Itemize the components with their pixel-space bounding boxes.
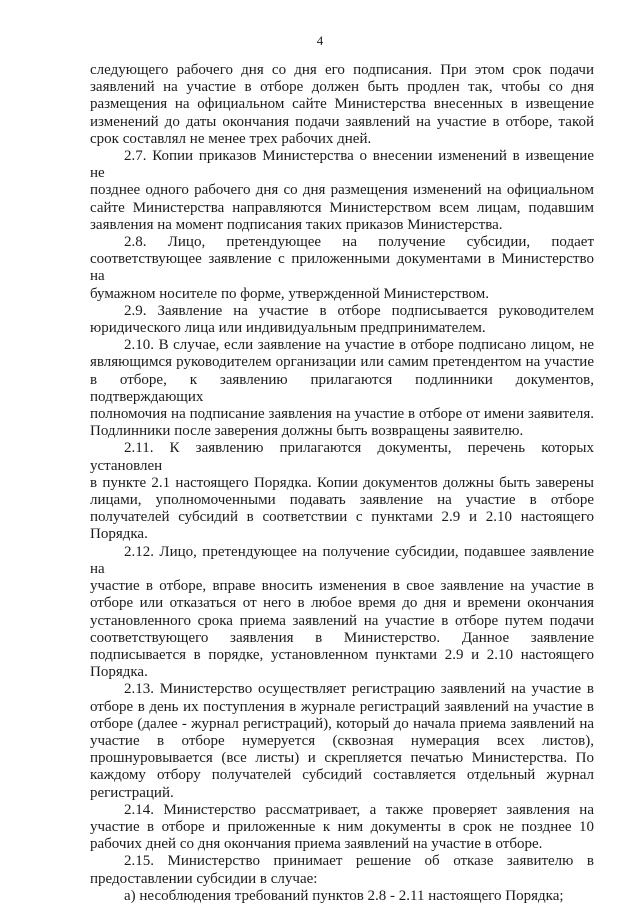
text-line: 2.10. В случае, если заявление на участие в отборе подписано лицом, не: [124, 337, 594, 354]
text-line: получателей субсидий в соответствии с пунктами 2.9 и 2.10 настоящего: [90, 509, 594, 526]
text-line: Подлинники после заверения должны быть возвращены заявителю.: [90, 423, 524, 440]
text-line: 2.9. Заявление на участие в отборе подписывается руководителем: [124, 302, 594, 319]
text-line: 2.14. Министерство рассматривает, а также проверяет заявления на: [124, 801, 594, 818]
paragraph-2-8: [90, 234, 594, 303]
text-line: 2.7. Копии приказов Министерства о внесении изменений в извещение не: [90, 148, 594, 182]
document-body: [90, 62, 594, 905]
text-line: прошнуровывается (все листы) и скрепляется печатью Министерства. По: [90, 750, 594, 767]
text-line: а) несоблюдения требований пунктов 2.8 - 2.11 настоящего Порядка;: [124, 887, 564, 904]
paragraph-2-7: [90, 148, 594, 234]
text-line: отборе (далее - журнал регистраций), который до начала приема заявлений на: [90, 715, 594, 732]
text-line: соответствующего заявления в Министерство. Данное заявление: [90, 629, 594, 646]
paragraph-2-13: [90, 681, 594, 801]
text-line: 2.12. Лицо, претендующее на получение субсидии, подавшее заявление на: [90, 543, 594, 577]
paragraph-cont: [90, 62, 594, 148]
text-line: 2.15. Министерство принимает решение об отказе заявителю в: [124, 853, 594, 870]
text-line: участие в отборе, вправе вносить изменения в свое заявление на участие в: [90, 578, 594, 595]
text-line: в пункте 2.1 настоящего Порядка. Копии документов должны быть заверены: [90, 474, 594, 491]
paragraph-2-15: [90, 853, 594, 887]
text-line: юридического лица или индивидуальным предпринимателем.: [90, 320, 486, 337]
text-line: каждому отбору получателей субсидий составляется отдельный журнал: [90, 767, 594, 784]
text-line: полномочия на подписание заявления на участие в отборе от имени заявителя.: [90, 406, 594, 423]
text-line: заявления на момент подписания таких приказов Министерства.: [90, 216, 503, 233]
paragraph-2-12: [90, 544, 594, 682]
paragraph-2-10: [90, 337, 594, 440]
text-line: позднее одного рабочего дня со дня размещения изменений на официальном: [90, 182, 594, 199]
page-number: 4: [316, 33, 324, 48]
paragraph-2-11: [90, 440, 594, 543]
text-line: бумажном носителе по форме, утвержденной Министерством.: [90, 285, 490, 302]
text-line: отборе в день их поступления в журнале регистраций заявлений на участие в: [90, 698, 594, 715]
text-line: 2.11. К заявлению прилагаются документы, перечень которых установлен: [90, 440, 594, 474]
text-line: подписывается в порядке, установленном пунктами 2.9 и 2.10 настоящего: [90, 646, 594, 663]
text-line: сайте Министерства направляются Министерством всем лицам, подавшим: [90, 199, 594, 216]
text-line: 2.13. Министерство осуществляет регистрацию заявлений на участие в: [124, 681, 594, 698]
text-line: предоставлении субсидии в случае:: [90, 870, 318, 887]
text-line: соответствующее заявление с приложенными документами в Министерство на: [90, 251, 594, 285]
text-line: Порядка.: [90, 664, 148, 681]
text-line: отборе или отказаться от него в любое время до дня и времени окончания: [90, 595, 594, 612]
text-line: рабочих дней со дня окончания приема заявлений на участие в отборе.: [90, 836, 543, 853]
text-line: являющимся руководителем организации или самим претендентом на участие: [90, 354, 594, 371]
text-line: установленного срока приема заявлений на участие в отборе путем подачи: [90, 612, 594, 629]
text-line: 2.8. Лицо, претендующее на получение субсидии, подает: [124, 234, 594, 251]
paragraph-2-9: [90, 303, 594, 337]
text-line: срок составлял не менее трех рабочих дней.: [90, 130, 372, 147]
text-line: регистраций.: [90, 784, 174, 801]
text-line: следующего рабочего дня со дня его подписания. При этом срок подачи: [90, 62, 594, 78]
text-line: участие в отборе нумеруется (сквозная нумерация всех листов),: [90, 732, 594, 749]
text-line: Порядка.: [90, 526, 148, 543]
text-line: изменений до даты окончания подачи заявлений на участие в отборе, такой: [90, 113, 594, 130]
text-line: в отборе, к заявлению прилагаются подлинники документов, подтверждающих: [90, 371, 594, 405]
text-line: размещения на официальном сайте Министерства внесенных в извещение: [90, 96, 594, 113]
text-line: участие в отборе и приложенные к ним документы в срок не позднее 10: [90, 818, 594, 835]
text-line: лицами, уполномоченными подавать заявление на участие в отборе: [90, 492, 594, 509]
text-line: заявлений на участие в отборе должен быть продлен так, чтобы со дня: [90, 79, 594, 96]
paragraph-2-15-a: [90, 888, 594, 905]
paragraph-2-14: [90, 802, 594, 854]
